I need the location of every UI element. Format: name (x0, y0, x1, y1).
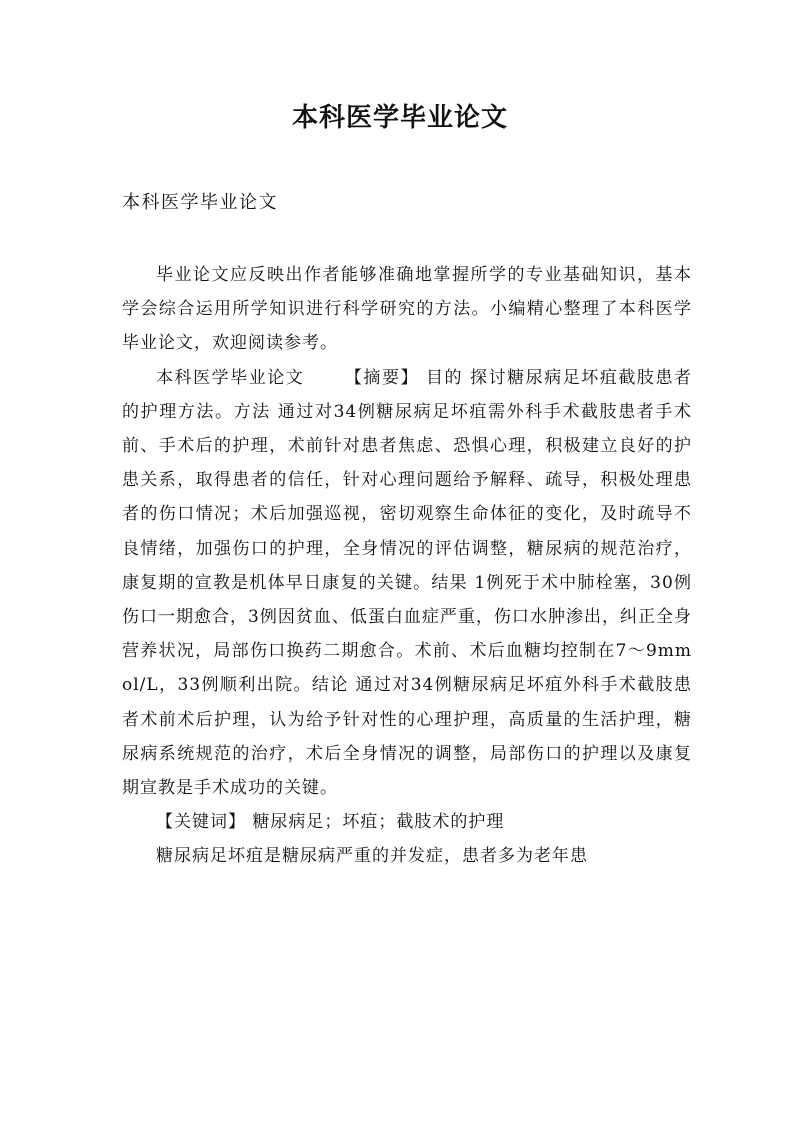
document-body (122, 258, 692, 874)
document-subtitle: 本科医学毕业论文 (122, 192, 278, 213)
abstract-paragraph (122, 361, 692, 806)
intro-paragraph: 毕业论文应反映出作者能够准确地掌握所学的专业基础知识，基本学会综合运用所学知识进行科学研究的方法。小编精心整理了本科医学毕业论文，欢迎阅读参考。 (122, 265, 692, 354)
abstract-text: 【摘要】 目的 探讨糖尿病足坏疽截肢患者的护理方法。方法 通过对34例糖尿病足坏疽需外科手术截肢患者手术前、手术后的护理，术前针对患者焦虑、恐惧心理，积极建立良好的护患关系，取得患者的信任，针对心理问题给予解释、疏导，积极处理患者的伤口情况；术后加强巡视，密切观察生命体征的变化，及时疏导不良情绪，加强伤口的护理，全身情况的评估调整，糖尿病的规范治疗，康复期的宣教是机体早日康复的关键。结果 1例死于术中肺栓塞，30例伤口一期愈合，3例因贫血、低蛋白血症严重，伤口水肿渗出，纠正全身营养状况，局部伤口换药二期愈合。术前、术后血糖均控制在7～9mmol/L，33例顺利出院。结论 通过对34例糖尿病足坏疽外科手术截肢患者术前术后护理，认为给予针对性的心理护理，高质量的生活护理，糖尿病系统规范的治疗，术后全身情况的调整，局部伤口的护理以及康复期宣教是手术成功的关键。 (122, 367, 692, 799)
document-title: 本科医学毕业论文 (291, 103, 508, 133)
body-paragraph: 糖尿病足坏疽是糖尿病严重的并发症，患者多为老年患 (156, 846, 588, 867)
abstract-heading: 本科医学毕业论文 (156, 367, 305, 388)
keywords-paragraph: 【关键词】 糖尿病足；坏疽；截肢术的护理 (156, 812, 505, 833)
